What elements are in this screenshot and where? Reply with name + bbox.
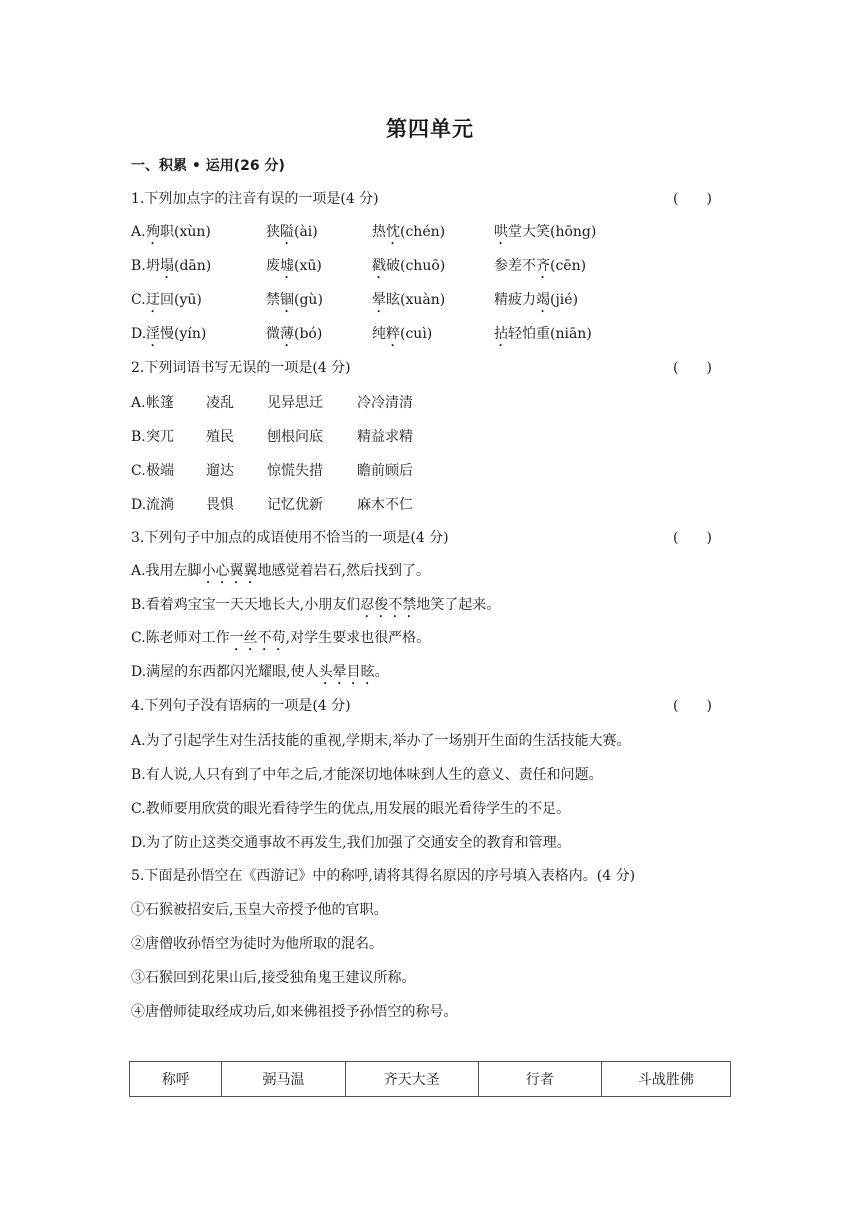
q1-a-item-2: 狭隘(ài) [266,224,318,240]
table-header-cell: 称呼 [130,1062,222,1097]
q1-d-item-4: 拈轻怕重(niān) [494,326,592,342]
q5-item-1: ①石猴被招安后,玉皇大帝授予他的官职。 [131,902,388,918]
q3-option-b: B.看着鸡宝宝一天天地长大,小朋友们忍俊不禁地笑了起来。 [131,597,501,613]
q4-option-c: C.教师要用欣赏的眼光看待学生的优点,用发展的眼光看待学生的不足。 [131,801,571,817]
q2-word: 遛达 [206,463,234,479]
table-cell: 齐天大圣 [345,1062,478,1097]
table-cell: 行者 [478,1062,601,1097]
section-heading: 一、积累 • 运用(26 分) [131,158,285,174]
q2-word: 记忆优新 [267,497,323,513]
q5-item-4: ④唐僧师徒取经成功后,如来佛祖授予孙悟空的称号。 [131,1004,458,1020]
q2-option-label: B. [131,429,146,445]
q2-word: 畏惧 [206,497,234,513]
q2-word: 麻木不仁 [357,497,413,513]
question-4-stem: 4.下列句子没有语病的一项是(4 分) [131,698,351,714]
q2-word: 突兀 [146,429,174,445]
q1-a-item-1: 殉职(xùn) [146,224,211,240]
q2-word: 殖民 [206,429,234,445]
q1-c-item-3: 晕眩(xuàn) [372,292,446,308]
q2-word: 极端 [146,463,174,479]
page-title: 第四单元 [386,117,474,141]
q4-option-b: B.有人说,人只有到了中年之后,才能深切地体味到人生的意义、责任和问题。 [131,767,603,783]
q1-option-label: A. [131,224,146,240]
question-2-stem: 2.下列词语书写无误的一项是(4 分) [131,360,351,376]
q2-word: 冷冷清清 [357,395,413,411]
table-cell: 斗战胜佛 [601,1062,730,1097]
q4-option-a: A.为了引起学生对生活技能的重视,学期末,举办了一场别开生面的生活技能大赛。 [131,733,631,749]
question-3-answer-blank: ( ) [673,530,712,546]
q1-c-item-2: 禁锢(gù) [266,292,323,308]
q5-item-3: ③石猴回到花果山后,接受独角鬼王建议所称。 [131,970,416,986]
question-5-stem: 5.下面是孙悟空在《西游记》中的称呼,请将其得名原因的序号填入表格内。(4 分) [131,868,636,884]
q3-option-d: D.满屋的东西都闪光耀眼,使人头晕目眩。 [131,664,389,680]
question-2-answer-blank: ( ) [673,360,712,376]
q3-option-a: A.我用左脚小心翼翼地感觉着岩石,然后找到了。 [131,563,431,579]
table-cell: 弼马温 [222,1062,345,1097]
q2-word: 流淌 [146,497,174,513]
question-1-answer-blank: ( ) [673,191,712,207]
question-3-stem: 3.下列句子中加点的成语使用不恰当的一项是(4 分) [131,530,449,546]
q1-a-item-4: 哄堂大笑(hōng) [494,224,597,240]
q3-option-c: C.陈老师对工作一丝不苟,对学生要求也很严格。 [131,630,431,646]
q2-word: 惊慌失措 [267,463,323,479]
q2-word: 帐篷 [146,395,174,411]
q1-c-item-4: 精疲力竭(jié) [494,292,579,308]
q1-a-item-3: 热忱(chén) [372,224,446,240]
q1-d-item-3: 纯粹(cuì) [372,326,433,342]
q1-option-label: B. [131,258,146,274]
q1-option-label: C. [131,292,146,308]
q4-option-d: D.为了防止这类交通事故不再发生,我们加强了交通安全的教育和管理。 [131,835,571,851]
question-4-answer-blank: ( ) [673,698,712,714]
q1-b-item-3: 戳破(chuō) [372,258,446,274]
q2-option-label: D. [131,497,147,513]
q2-word: 刨根问底 [267,429,323,445]
q1-b-item-2: 废墟(xū) [266,258,322,274]
q1-b-item-1: 坍塌(dān) [146,258,212,274]
q2-word: 凌乱 [206,395,234,411]
q1-d-item-1: 淫慢(yín) [146,326,207,342]
q2-word: 精益求精 [357,429,413,445]
q1-d-item-2: 微薄(bó) [266,326,323,342]
q2-word: 见异思迁 [267,395,323,411]
q5-item-2: ②唐僧收孙悟空为徒时为他所取的混名。 [131,936,383,952]
q2-word: 瞻前顾后 [357,463,413,479]
question-1-stem: 1.下列加点字的注音有误的一项是(4 分) [131,191,379,207]
q1-option-label: D. [131,326,147,342]
q5-answer-table [129,1061,731,1097]
q1-c-item-1: 迂回(yū) [146,292,202,308]
q2-option-label: C. [131,463,146,479]
table-row [130,1062,731,1097]
q2-option-label: A. [131,395,146,411]
q1-b-item-4: 参差不齐(cēn) [494,258,587,274]
